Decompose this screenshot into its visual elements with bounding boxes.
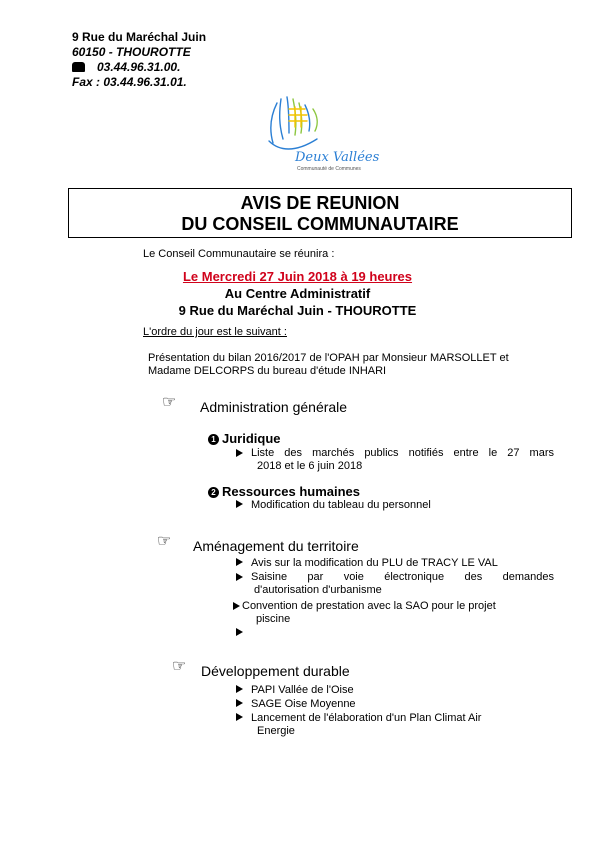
address-fax: Fax : 03.44.96.31.01.: [72, 75, 187, 89]
title-box: [68, 188, 572, 238]
durable-item-3-line1: Lancement de l'élaboration d'un Plan Climat Air: [251, 712, 482, 724]
meeting-address: 9 Rue du Maréchal Juin - THOUROTTE: [178, 303, 417, 318]
number-1-icon: 1: [208, 434, 219, 445]
amenagement-item-2-line2: d'autorisation d'urbanisme: [254, 584, 382, 596]
list-item: [233, 627, 554, 640]
agenda-intro: L'ordre du jour est le suivant :: [143, 326, 287, 338]
amenagement-item-2-line1: Saisine par voie électronique des demandes: [251, 571, 554, 583]
section-amenagement-title: Aménagement du territoire: [193, 538, 359, 554]
title-line1: AVIS DE REUNION: [240, 193, 400, 213]
amenagement-item-3-line1: Convention de prestation avec la SAO pour le projet: [242, 600, 496, 612]
address-phone: 03.44.96.31.00.: [97, 60, 181, 74]
list-item: [236, 712, 481, 725]
juridique-heading: [208, 431, 281, 446]
presentation-line1: Présentation du bilan 2016/2017 de l'OPAH par Monsieur MARSOLLET et: [148, 352, 509, 364]
juridique-item-line2: 2018 et le 6 juin 2018: [257, 460, 363, 472]
presentation-line2: Madame DELCORPS du bureau d'étude INHARI: [148, 365, 387, 377]
arrow-bullet-icon: [236, 500, 243, 508]
rh-item: [236, 499, 431, 512]
list-item: [236, 698, 481, 711]
juridique-title: Juridique: [222, 431, 281, 446]
logo-graphic: [265, 95, 380, 175]
rh-item-text: Modification du tableau du personnel: [251, 499, 431, 511]
list-item: [233, 600, 554, 613]
meeting-date-line: [0, 268, 595, 285]
section-admin-icon: [162, 392, 176, 412]
arrow-bullet-icon: [236, 699, 243, 707]
title-line2: DU CONSEIL COMMUNAUTAIRE: [181, 214, 459, 234]
amenagement-list-cont: [233, 600, 554, 640]
amenagement-item-1: Avis sur la modification du PLU de TRACY LE VAL: [251, 557, 498, 569]
amenagement-item-3-line2: piscine: [256, 613, 291, 625]
amenagement-list: [236, 557, 554, 597]
arrow-bullet-icon: [236, 558, 243, 566]
arrow-bullet-icon: [236, 449, 243, 457]
arrow-bullet-icon: [236, 685, 243, 693]
section-amenagement-icon: [157, 531, 171, 551]
list-item-line: [236, 447, 554, 460]
presentation-block: [148, 352, 509, 378]
section-admin-title: Administration générale: [200, 399, 348, 415]
list-item: [236, 571, 554, 584]
address-block: [72, 30, 206, 90]
logo-name: Deux Vallées: [295, 150, 380, 165]
deux-vallees-logo: [265, 95, 380, 175]
section-durable-title: Développement durable: [201, 663, 350, 679]
address-phone-line: [72, 60, 206, 75]
list-item: [236, 557, 554, 570]
section-durable-icon: [172, 656, 186, 676]
list-item: [236, 684, 481, 697]
arrow-bullet-icon: [233, 602, 240, 610]
durable-list: [236, 684, 481, 738]
durable-item-2: SAGE Oise Moyenne: [251, 698, 356, 710]
logo-subtitle: Communauté de Communes: [297, 166, 361, 172]
pointing-hand-icon: ☞: [162, 394, 177, 411]
number-2-icon: 2: [208, 487, 219, 498]
meeting-place: Au Centre Administratif: [224, 286, 371, 301]
arrow-bullet-icon: [236, 573, 243, 581]
rh-heading: [208, 484, 360, 499]
intro-text: Le Conseil Communautaire se réunira :: [143, 248, 335, 260]
meeting-date: Le Mercredi 27 Juin 2018 à 19 heures: [182, 269, 413, 284]
durable-item-3-line2: Energie: [257, 725, 295, 737]
address-city: 60150 - THOUROTTE: [72, 45, 191, 59]
arrow-bullet-icon: [236, 628, 243, 636]
pointing-hand-icon: ☞: [157, 533, 172, 550]
juridique-item: [236, 447, 554, 473]
address-street: 9 Rue du Maréchal Juin: [72, 30, 207, 44]
rh-title: Ressources humaines: [222, 484, 361, 499]
durable-item-1: PAPI Vallée de l'Oise: [251, 684, 354, 696]
juridique-item-line1: Liste des marchés publics notifiés entre le 27 mars: [251, 447, 554, 459]
arrow-bullet-icon: [236, 713, 243, 721]
pointing-hand-icon: ☞: [172, 658, 187, 675]
phone-icon: [72, 62, 85, 72]
